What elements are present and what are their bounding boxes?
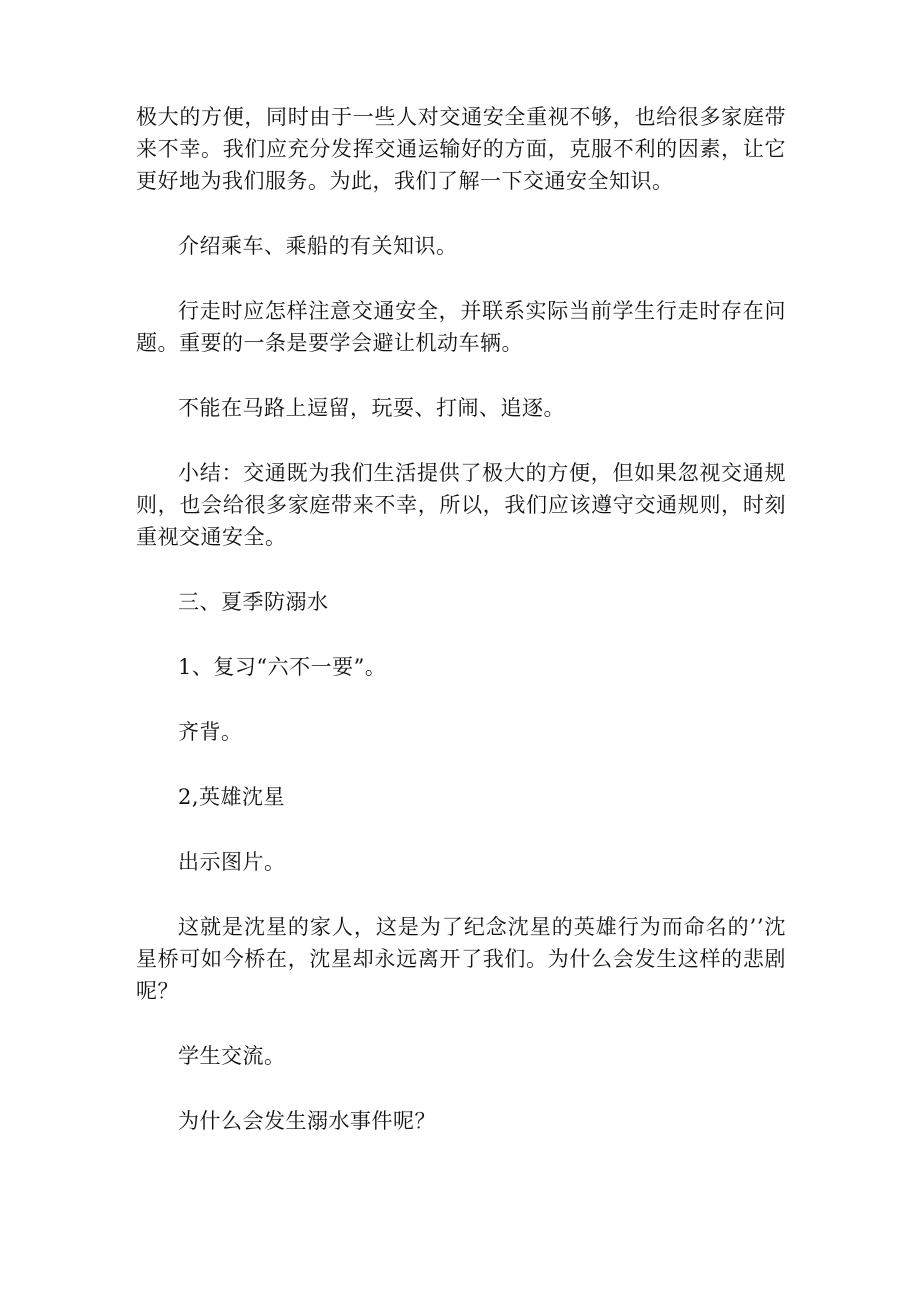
item-review: 1、复习“六不一要”。 [178,655,387,679]
item-hero-shen-xing: 2,英雄沈星 [178,785,286,809]
paragraph-no-playing-on-road: 不能在马路上逗留，玩耍、打闹、追逐。 [178,396,565,420]
paragraph-summary: 小结：交通既为我们生活提供了极大的方便，但如果忽视交通规则，也会给很多家庭带来不幸，所以，我们应该遵守交通规则，时刻重视交通安全。 [136,461,786,549]
paragraph-recite-together: 齐背。 [178,720,243,744]
paragraph-walking-safety: 行走时应怎样注意交通安全，并联系实际当前学生行走时存在问题。重要的一条是要学会避让机动车辆。 [136,299,786,355]
section-heading-drowning-prevention: 三、夏季防溺水 [178,590,329,614]
paragraph-riding-knowledge: 介绍乘车、乘船的有关知识。 [178,234,458,258]
paragraph-show-pictures: 出示图片。 [178,850,286,874]
paragraph-continuation: 极大的方便，同时由于一些人对交通安全重视不够，也给很多家庭带来不幸。我们应充分发挥交通运输好的方面，克服不利的因素，让它更好地为我们服务。为此，我们了解一下交通安全知识。 [136,105,786,193]
paragraph-student-discussion: 学生交流。 [178,1044,286,1068]
paragraph-shen-xing-bridge: 这就是沈星的家人，这是为了纪念沈星的英雄行为而命名的’’沈星桥可如今桥在，沈星却永远离开了我们。为什么会发生这样的悲剧呢？ [136,915,786,1003]
paragraph-why-drowning: 为什么会发生溺水事件呢？ [178,1109,436,1133]
document-body [136,101,786,1137]
